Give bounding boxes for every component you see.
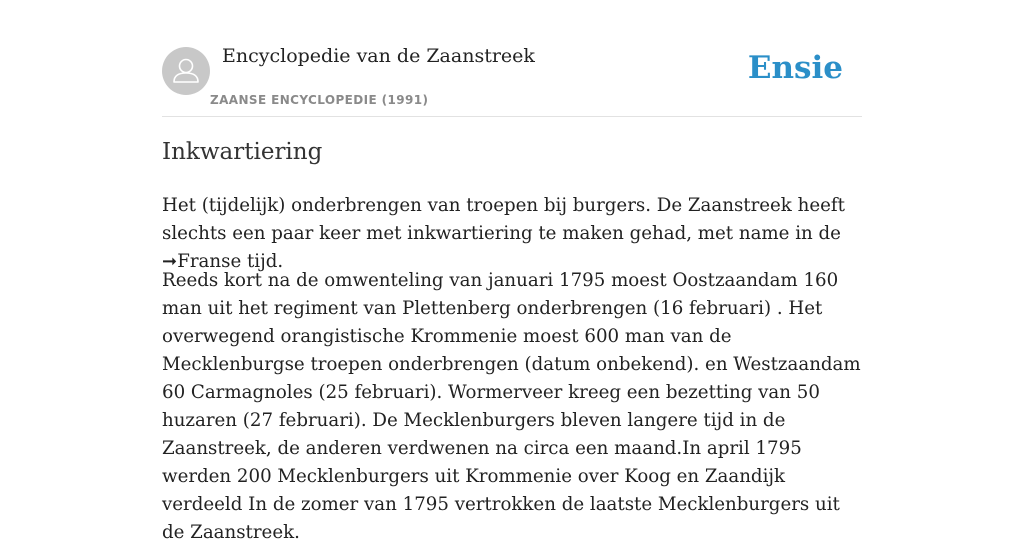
user-icon[interactable] [162,47,210,95]
franse-tijd-link[interactable]: ➞Franse tijd [162,251,278,272]
brand-logo[interactable]: Ensie [747,50,843,86]
source-subtitle: ZAANSE ENCYCLOPEDIE (1991) [210,93,429,107]
user-icon-graphic [162,47,210,95]
entry-paragraph-1 [162,192,867,276]
paragraph-1-text: Het (tijdelijk) onderbrengen van troepen bij burgers. De Zaanstreek heeft slechts een paar keer met inkwartiering te maken gehad, met name in de [162,195,845,244]
source-header [162,0,862,117]
article-container [162,0,862,543]
source-title-link[interactable]: Encyclopedie van de Zaanstreek [222,45,535,67]
paragraph-1-end: . [277,251,284,272]
entry-paragraph-2: Reeds kort na de omwenteling van januari 1795 moest Oostzaandam 160 man uit het regiment van Plettenberg onderbrengen (16 februari) . Het overwegend orangistische Krommenie moest 600 man van de Mecklenburgse troepen onderbrengen (datum onbekend). en Westzaandam 60 Carmagnoles (25 februari). Wormerveer kreeg een bezetting van 50 huzaren (27 februari). De Mecklenburgers bleven langere tijd in de Zaanstreek, de anderen verdwenen na circa een maand.In april 1795 werden 200 Mecklenburgers uit Krommenie over Koog en Zaandijk verdeeld In de zomer van 1795 vertrokken de laatste Mecklenburgers uit de Zaanstreek. [162,270,861,543]
entry-title: Inkwartiering [162,139,323,165]
